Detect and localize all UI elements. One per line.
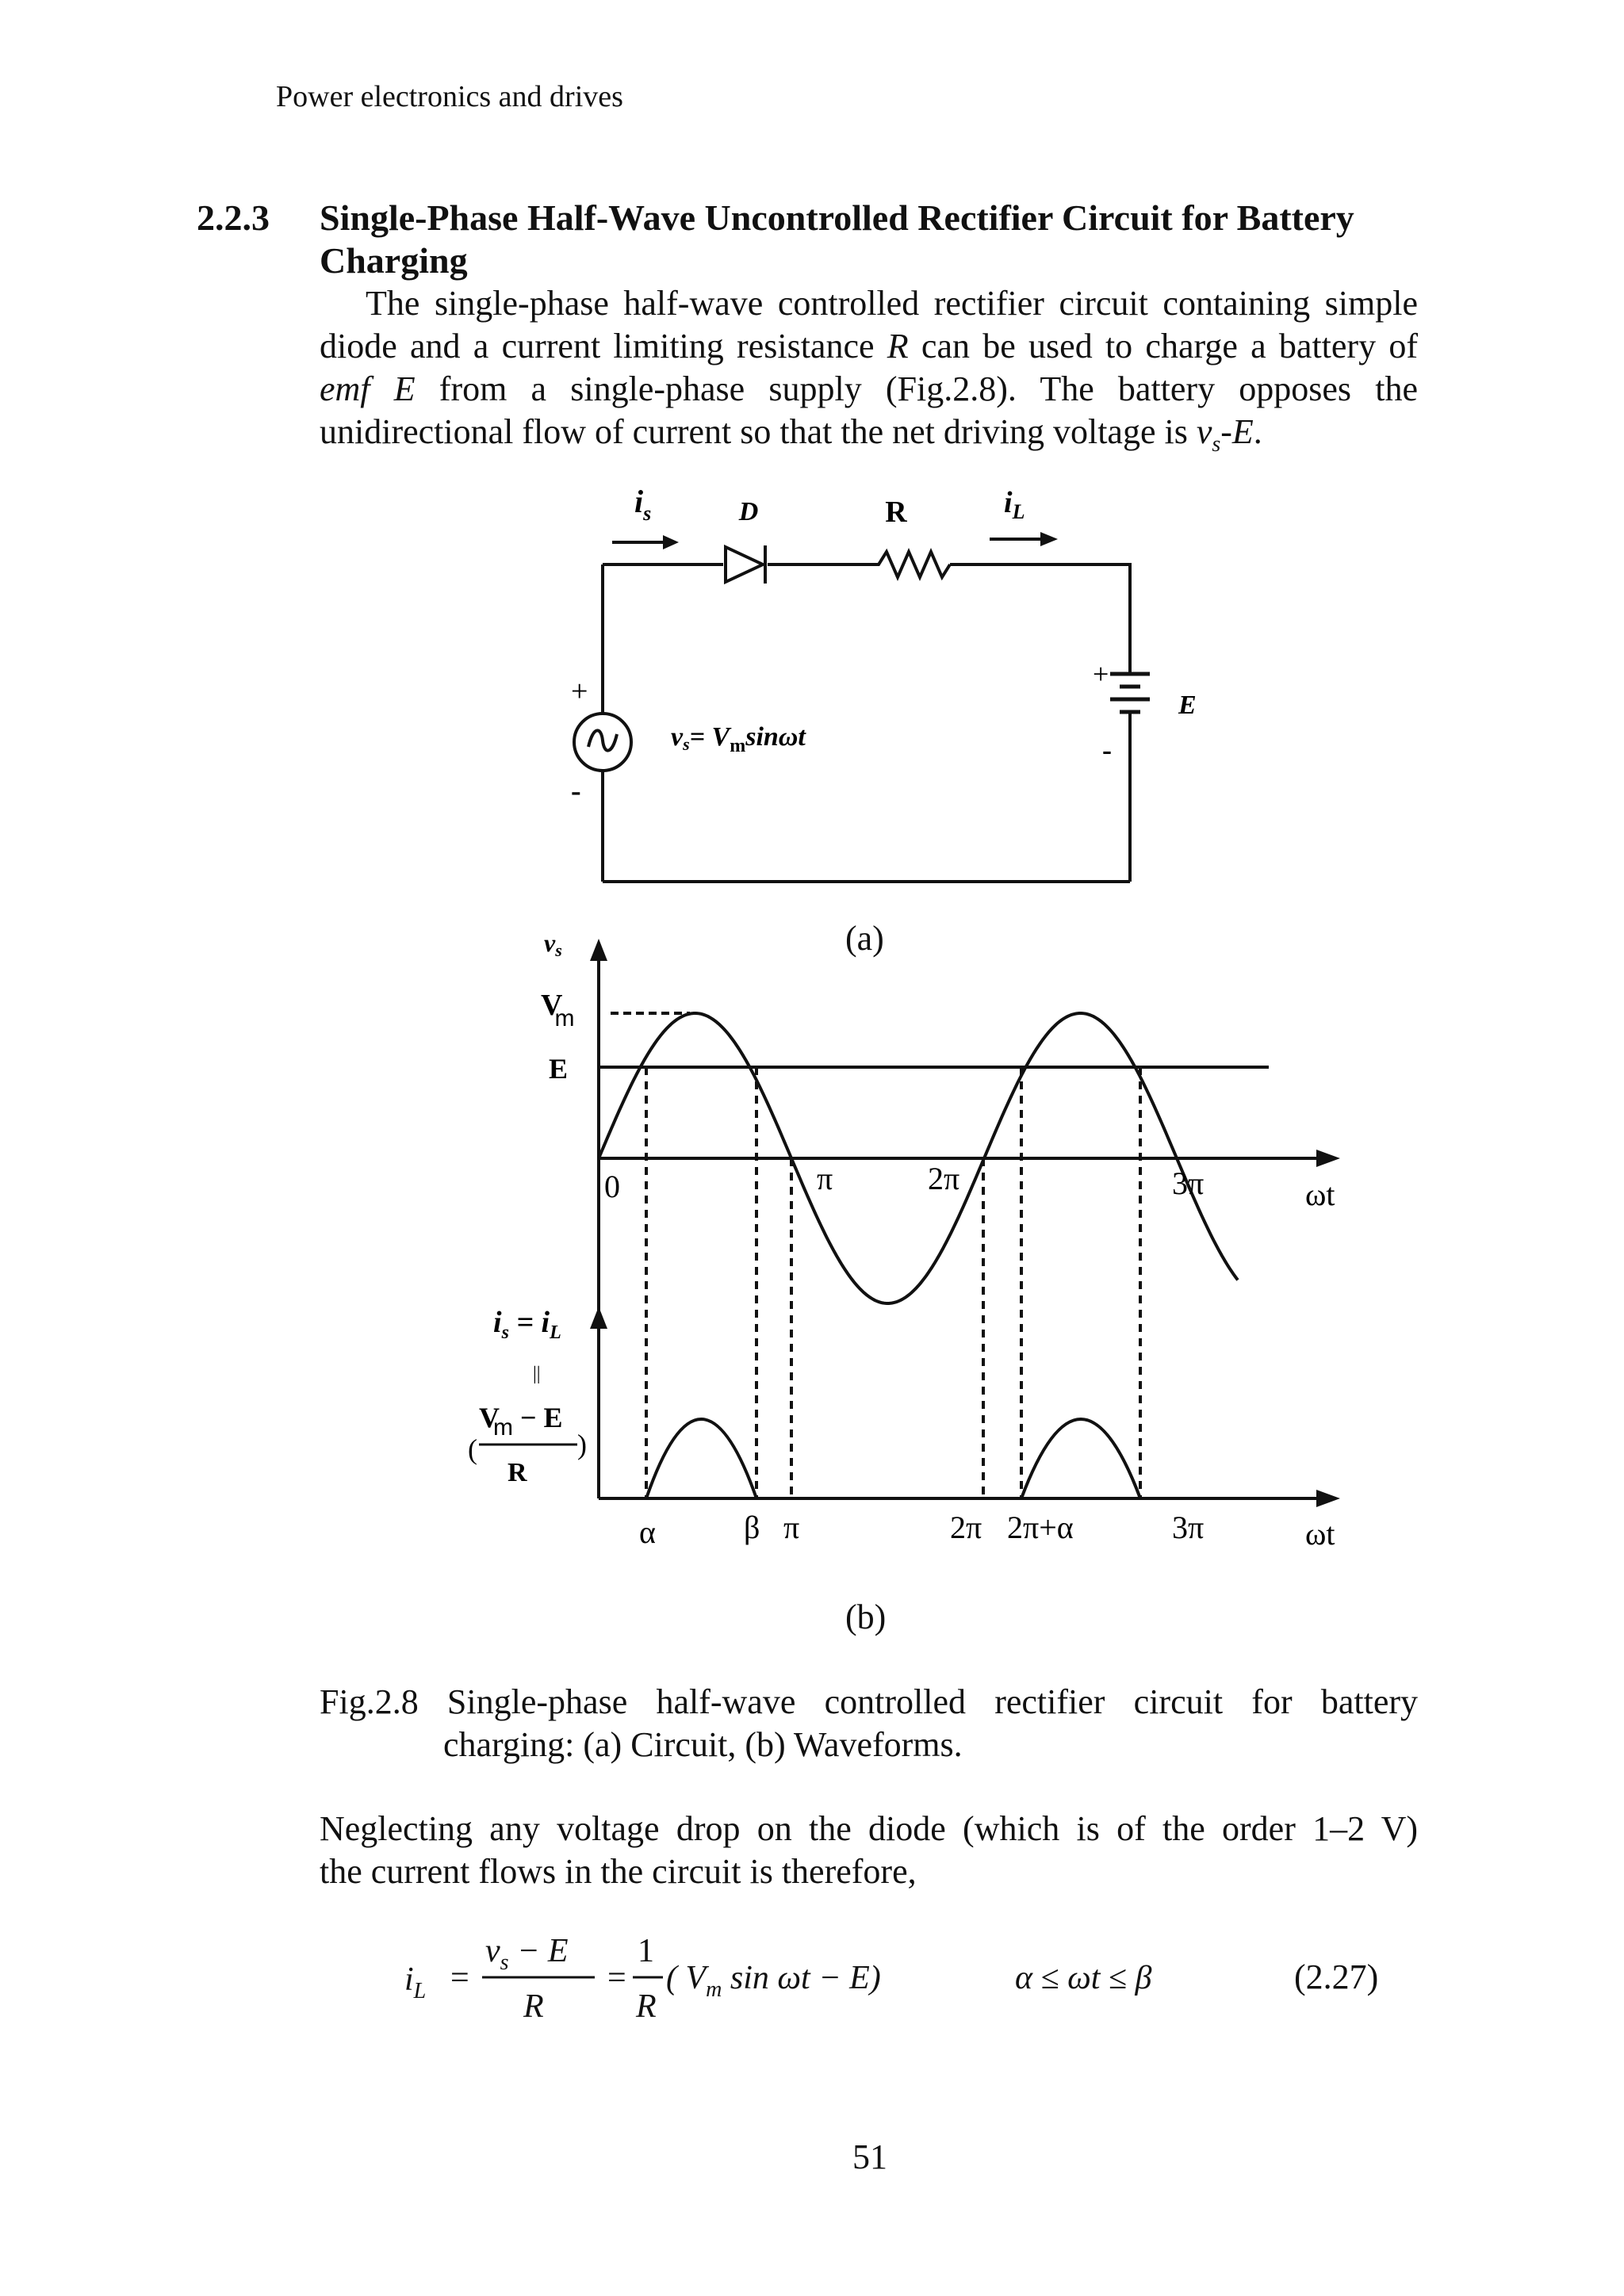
- battery-e-label: E: [1178, 691, 1197, 720]
- bottom-x-arrow: [1316, 1490, 1340, 1507]
- para-emf: emf E: [320, 369, 416, 408]
- diode-label: D: [738, 497, 759, 526]
- circuit-diagram: [547, 476, 1245, 904]
- bottom-y-arrow: [590, 1307, 607, 1329]
- three-pi-label-bottom: 3π: [1172, 1510, 1205, 1545]
- eq-equals-1: =: [450, 1960, 469, 1996]
- source-equation: $vs= V_m\sin\omega t$: [671, 722, 806, 756]
- eq-condition: α ≤ ωt ≤ β: [1015, 1960, 1152, 1996]
- eq-lhs: $i_L$: [404, 1961, 427, 2003]
- vm-label: Vm: [541, 989, 575, 1031]
- paren-left: (: [468, 1433, 477, 1465]
- source-plus: +: [571, 675, 588, 708]
- section-number: 2.2.3: [197, 197, 270, 238]
- zero-label: 0: [604, 1169, 620, 1204]
- top-y-arrow: [590, 939, 607, 961]
- il-label: $i_L$: [1004, 486, 1025, 523]
- vs-axis-label: vs: [544, 928, 562, 960]
- denominator-r: R: [508, 1458, 527, 1487]
- paragraph2-line2: the current flows in the circuit is therefore,: [320, 1852, 917, 1891]
- caption-a: (a): [845, 919, 884, 958]
- battery-plus: +: [1093, 658, 1109, 690]
- vm-minus-e-num: Vm − E: [479, 1402, 563, 1441]
- paragraph-neglecting: [320, 1808, 1418, 1893]
- is-il-axis-label: $i_s = i_L$: [493, 1306, 561, 1343]
- paren-right: ): [577, 1429, 587, 1460]
- e-label: E: [549, 1053, 569, 1085]
- pi-label-top: π: [817, 1161, 833, 1196]
- battery-minus: -: [1102, 734, 1112, 766]
- eq-frac1-den: R: [523, 1988, 544, 2025]
- eq-equals-2: =: [607, 1960, 626, 1996]
- running-header: Power electronics and drives: [276, 80, 623, 113]
- top-x-arrow: [1316, 1150, 1340, 1167]
- three-pi-label-top: 3π: [1172, 1165, 1205, 1201]
- paragraph2-line1: Neglecting any voltage drop on the diode (which is of the order 1–2 V): [320, 1809, 1418, 1848]
- eq-frac2-num: 1: [638, 1933, 654, 1969]
- is-label: $i_s$: [634, 484, 652, 525]
- omega-t-label-top: ωt: [1305, 1177, 1335, 1212]
- eq-body: ( $V_m$ sin ωt − E): [666, 1960, 881, 2002]
- waveform-diagram: [444, 928, 1396, 1554]
- page-number: 51: [852, 2137, 887, 2176]
- two-pi-label-bottom: 2π: [950, 1510, 982, 1545]
- circuit-wire-top-right: [950, 564, 1130, 672]
- two-pi-label-top: 2π: [928, 1161, 960, 1196]
- para-r: R: [887, 327, 909, 365]
- is-arrow: [612, 535, 679, 549]
- current-pulse-2: [1021, 1419, 1140, 1498]
- eq-frac2-den: R: [636, 1988, 657, 2025]
- paragraph-intro: The single-phase half-wave controlled rectifier circuit containing simple diode and a current limiting resistance R can be used to charge a battery of emf E from a single-phase supply (Fig.2.8). The battery opposes the unidirectional flow of current so that the net driving voltage is $v_s-E$.: [320, 284, 1418, 457]
- section-title: Single-Phase Half-Wave Uncontrolled Rectifier Circuit for Battery Charging: [320, 197, 1354, 281]
- para-text-3: from a single-phase supply (Fig.2.8). The battery opposes the unidirectional flow of current so that the net driving voltage is: [320, 369, 1418, 451]
- figure-caption: [320, 1681, 1418, 1766]
- il-arrow: [990, 532, 1058, 546]
- alpha-label: α: [639, 1514, 656, 1550]
- beta-label: β: [744, 1510, 760, 1545]
- eq-number: (2.27): [1294, 1957, 1379, 1996]
- figure-caption-line1: Fig.2.8 Single-phase half-wave controlled rectifier circuit for battery: [320, 1682, 1418, 1721]
- equals-mark: ||: [533, 1364, 541, 1384]
- current-pulse-1: [646, 1419, 756, 1498]
- omega-t-label-bottom: ωt: [1305, 1516, 1335, 1552]
- battery-symbol: [1110, 674, 1150, 728]
- eq-frac1-num: $v_s - E$: [485, 1933, 569, 1975]
- source-minus: -: [571, 775, 581, 808]
- pi-label-bottom: π: [783, 1510, 800, 1545]
- diode-symbol: [726, 545, 765, 584]
- two-pi-alpha-label: 2π+α: [1007, 1510, 1074, 1545]
- resistor-symbol: [872, 552, 950, 577]
- figure-caption-line2: charging: (a) Circuit, (b) Waveforms.: [443, 1725, 963, 1764]
- para-text-1: The single-phase half-wave controlled rectifier circuit containing simple diode and a current limiting resistance: [320, 284, 1418, 365]
- caption-b: (b): [845, 1598, 887, 1636]
- para-text-2: can be used to charge a battery of: [908, 327, 1418, 365]
- resistor-label: R: [885, 496, 907, 529]
- para-vs: $v_s-E$: [1196, 412, 1254, 457]
- equation-2-27: [396, 1919, 1427, 2038]
